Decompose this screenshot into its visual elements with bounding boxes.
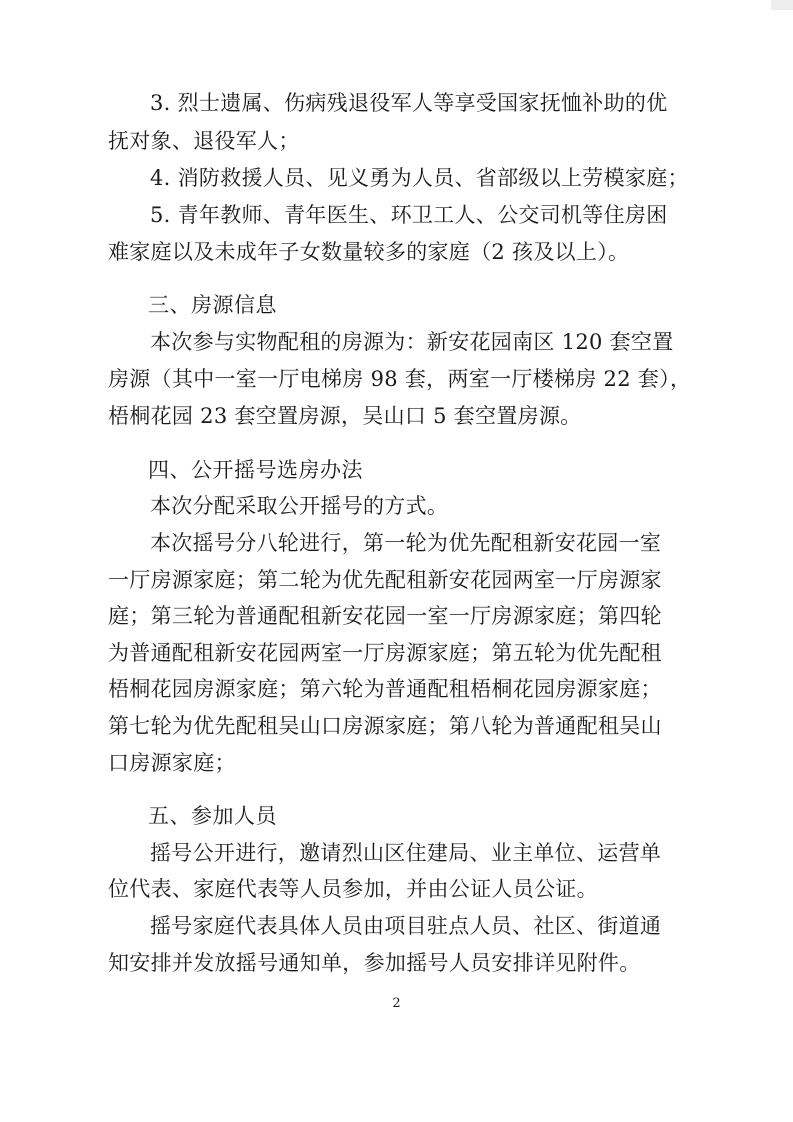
- scan-corner-mark: [771, 0, 793, 10]
- list-item-3-line-2: 抚对象、退役军人；: [108, 129, 300, 153]
- section-5-line-2: 位代表、家庭代表等人员参加，并由公证人员公证。: [108, 877, 598, 901]
- list-item-5-line-2: 难家庭以及未成年子女数量较多的家庭（2 孩及以上）。: [108, 240, 630, 264]
- section-3-heading: 三、房源信息: [148, 293, 277, 317]
- section-5-line-1: 摇号公开进行，邀请烈山区住建局、业主单位、运营单: [150, 841, 662, 865]
- section-4-line-6: 梧桐花园房源家庭；第六轮为普通配租梧桐花园房源家庭；: [108, 677, 662, 701]
- section-4-line-8: 口房源家庭；: [108, 751, 236, 775]
- section-4-line-1: 本次分配采取公开摇号的方式。: [150, 494, 449, 518]
- section-5-line-3: 摇号家庭代表具体人员由项目驻点人员、社区、街道通: [150, 914, 662, 938]
- page-number: 2: [392, 996, 401, 1011]
- section-4-line-3: 一厅房源家庭；第二轮为优先配租新安花园两室一厅房源家: [108, 568, 662, 592]
- section-3-line-2: 房源（其中一室一厅电梯房 98 套，两室一厅楼梯房 22 套），: [108, 367, 692, 391]
- section-3-line-1: 本次参与实物配租的房源为：新安花园南区 120 套空置: [150, 330, 674, 354]
- list-item-4-line-1: 4. 消防救援人员、见义勇为人员、省部级以上劳模家庭；: [150, 166, 689, 190]
- section-4-line-2: 本次摇号分八轮进行，第一轮为优先配租新安花园一室: [150, 531, 662, 555]
- section-5-heading: 五、参加人员: [148, 804, 277, 828]
- section-4-line-5: 为普通配租新安花园两室一厅房源家庭；第五轮为优先配租: [108, 641, 662, 665]
- section-3-line-3: 梧桐花园 23 套空置房源，吴山口 5 套空置房源。: [108, 404, 582, 428]
- list-item-3-line-1: 3. 烈士遗属、伤病残退役军人等享受国家抚恤补助的优: [150, 91, 668, 115]
- section-4-line-4: 庭；第三轮为普通配租新安花园一室一厅房源家庭；第四轮: [108, 604, 662, 628]
- section-4-heading: 四、公开摇号选房办法: [148, 458, 363, 482]
- section-5-line-4: 知安排并发放摇号通知单，参加摇号人员安排详见附件。: [108, 951, 641, 975]
- list-item-5-line-1: 5. 青年教师、青年医生、环卫工人、公交司机等住房困: [150, 203, 668, 227]
- section-4-line-7: 第七轮为优先配租吴山口房源家庭；第八轮为普通配租吴山: [108, 714, 662, 738]
